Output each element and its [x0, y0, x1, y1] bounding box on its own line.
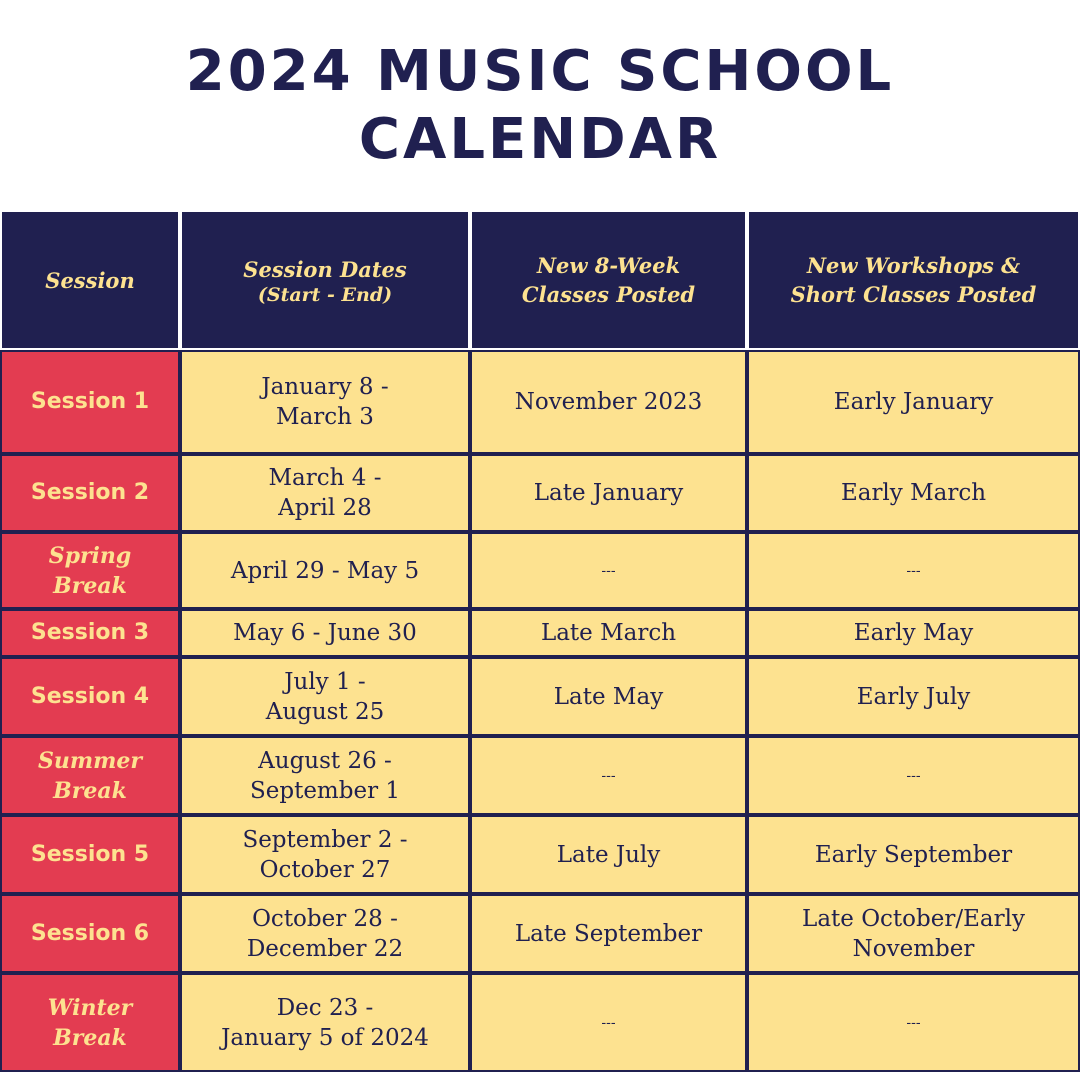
header-session	[0, 210, 180, 350]
row-1-eight-week: November 2023	[470, 350, 747, 454]
calendar-table	[0, 210, 1080, 1080]
page-title	[0, 38, 1080, 174]
title-line-2: CALENDAR	[358, 107, 722, 172]
row-9-dates: Dec 23 - January 5 of 2024	[180, 973, 470, 1072]
row-6-session: Summer Break	[0, 736, 180, 815]
row-6-eight-week: ---	[470, 736, 747, 815]
row-8-session: Session 6	[0, 894, 180, 973]
row-7-eight-week: Late July	[470, 815, 747, 894]
header-dates-sublabel: (Start - End)	[257, 283, 393, 306]
row-4-workshops: Early May	[747, 609, 1080, 657]
header-dates-label: Session Dates	[243, 256, 407, 282]
row-4-dates: May 6 - June 30	[180, 609, 470, 657]
row-9-workshops: ---	[747, 973, 1080, 1072]
header-workshops: New Workshops & Short Classes Posted	[747, 210, 1080, 350]
row-4-session: Session 3	[0, 609, 180, 657]
row-1-dates: January 8 - March 3	[180, 350, 470, 454]
row-4-eight-week: Late March	[470, 609, 747, 657]
row-1-workshops: Early January	[747, 350, 1080, 454]
row-7-session: Session 5	[0, 815, 180, 894]
row-5-workshops: Early July	[747, 657, 1080, 736]
row-8-dates: October 28 - December 22	[180, 894, 470, 973]
row-2-session: Session 2	[0, 454, 180, 532]
row-1-session: Session 1	[0, 350, 180, 454]
row-3-workshops: ---	[747, 532, 1080, 609]
title-line-1: 2024 MUSIC SCHOOL	[185, 39, 895, 104]
row-2-dates: March 4 - April 28	[180, 454, 470, 532]
row-9-session: Winter Break	[0, 973, 180, 1072]
row-7-dates: September 2 - October 27	[180, 815, 470, 894]
header-session-label: Session	[45, 267, 135, 293]
row-8-workshops: Late October/Early November	[747, 894, 1080, 973]
header-dates	[180, 210, 470, 350]
row-6-workshops: ---	[747, 736, 1080, 815]
row-3-session: Spring Break	[0, 532, 180, 609]
row-5-dates: July 1 - August 25	[180, 657, 470, 736]
row-5-session: Session 4	[0, 657, 180, 736]
row-8-eight-week: Late September	[470, 894, 747, 973]
row-2-eight-week: Late January	[470, 454, 747, 532]
row-6-dates: August 26 - September 1	[180, 736, 470, 815]
row-7-workshops: Early September	[747, 815, 1080, 894]
row-3-dates: April 29 - May 5	[180, 532, 470, 609]
row-5-eight-week: Late May	[470, 657, 747, 736]
row-3-eight-week: ---	[470, 532, 747, 609]
row-9-eight-week: ---	[470, 973, 747, 1072]
row-2-workshops: Early March	[747, 454, 1080, 532]
header-eight-week: New 8-Week Classes Posted	[470, 210, 747, 350]
